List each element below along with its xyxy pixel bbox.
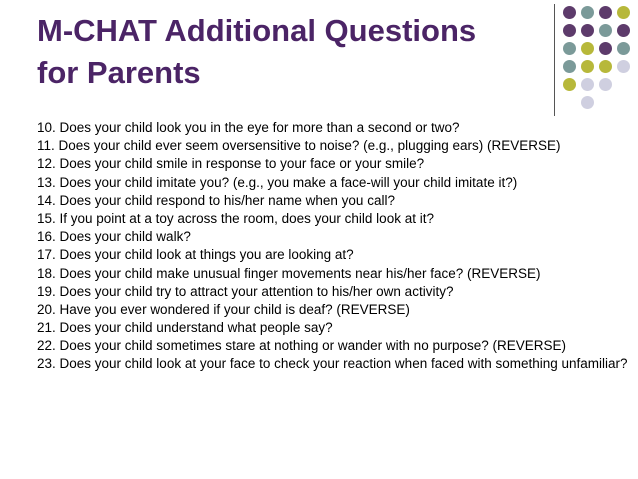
dot-purple: [599, 42, 612, 55]
question-item: 18. Does your child make unusual finger movements near his/her face? (REVERSE): [37, 265, 541, 281]
dot-olive: [617, 6, 630, 19]
dot-teal: [563, 60, 576, 73]
dot-teal: [581, 6, 594, 19]
dot-purple: [563, 24, 576, 37]
title-line-1: M-CHAT Additional Questions: [37, 13, 477, 48]
question-item: 14. Does your child respond to his/her name when you call?: [37, 192, 395, 208]
question-item: 17. Does your child look at things you are looking at?: [37, 247, 354, 263]
dot-olive: [581, 42, 594, 55]
question-item: 21. Does your child understand what people say?: [37, 320, 333, 336]
dot-purple: [617, 24, 630, 37]
dot-olive: [563, 78, 576, 91]
question-item: 15. If you point at a toy across the room, does your child look at it?: [37, 210, 434, 226]
question-list: [37, 120, 632, 375]
question-item: 10. Does your child look you in the eye for more than a second or two?: [37, 120, 460, 135]
dot-teal: [617, 42, 630, 55]
dot-teal: [563, 42, 576, 55]
dot-lavender: [599, 78, 612, 91]
dot-lavender: [617, 60, 630, 73]
question-item: 16. Does your child walk?: [37, 229, 191, 245]
dot-lavender: [581, 96, 594, 109]
question-item: 20. Have you ever wondered if your child is deaf? (REVERSE): [37, 301, 410, 317]
dot-olive: [599, 60, 612, 73]
title-line-2: for Parents: [37, 55, 201, 90]
dot-teal: [599, 24, 612, 37]
dot-lavender: [581, 78, 594, 91]
question-item: 22. Does your child sometimes stare at nothing or wander with no purpose? (REVERSE): [37, 338, 567, 354]
slide-title: [37, 10, 557, 94]
question-item: 11. Does your child ever seem oversensitive to noise? (e.g., plugging ears) (REVERSE): [37, 138, 561, 154]
question-item: 19. Does your child try to attract your attention to his/her own activity?: [37, 283, 454, 299]
question-item: 23. Does your child look at your face to check your reaction when faced with something unfamiliar?: [37, 356, 628, 372]
title-divider: [554, 4, 555, 116]
dot-purple: [599, 6, 612, 19]
question-item: 12. Does your child smile in response to your face or your smile?: [37, 156, 425, 172]
question-item: 13. Does your child imitate you? (e.g., you make a face-will your child imitate it?): [37, 174, 518, 190]
dot-purple: [581, 24, 594, 37]
dot-purple: [563, 6, 576, 19]
dot-olive: [581, 60, 594, 73]
